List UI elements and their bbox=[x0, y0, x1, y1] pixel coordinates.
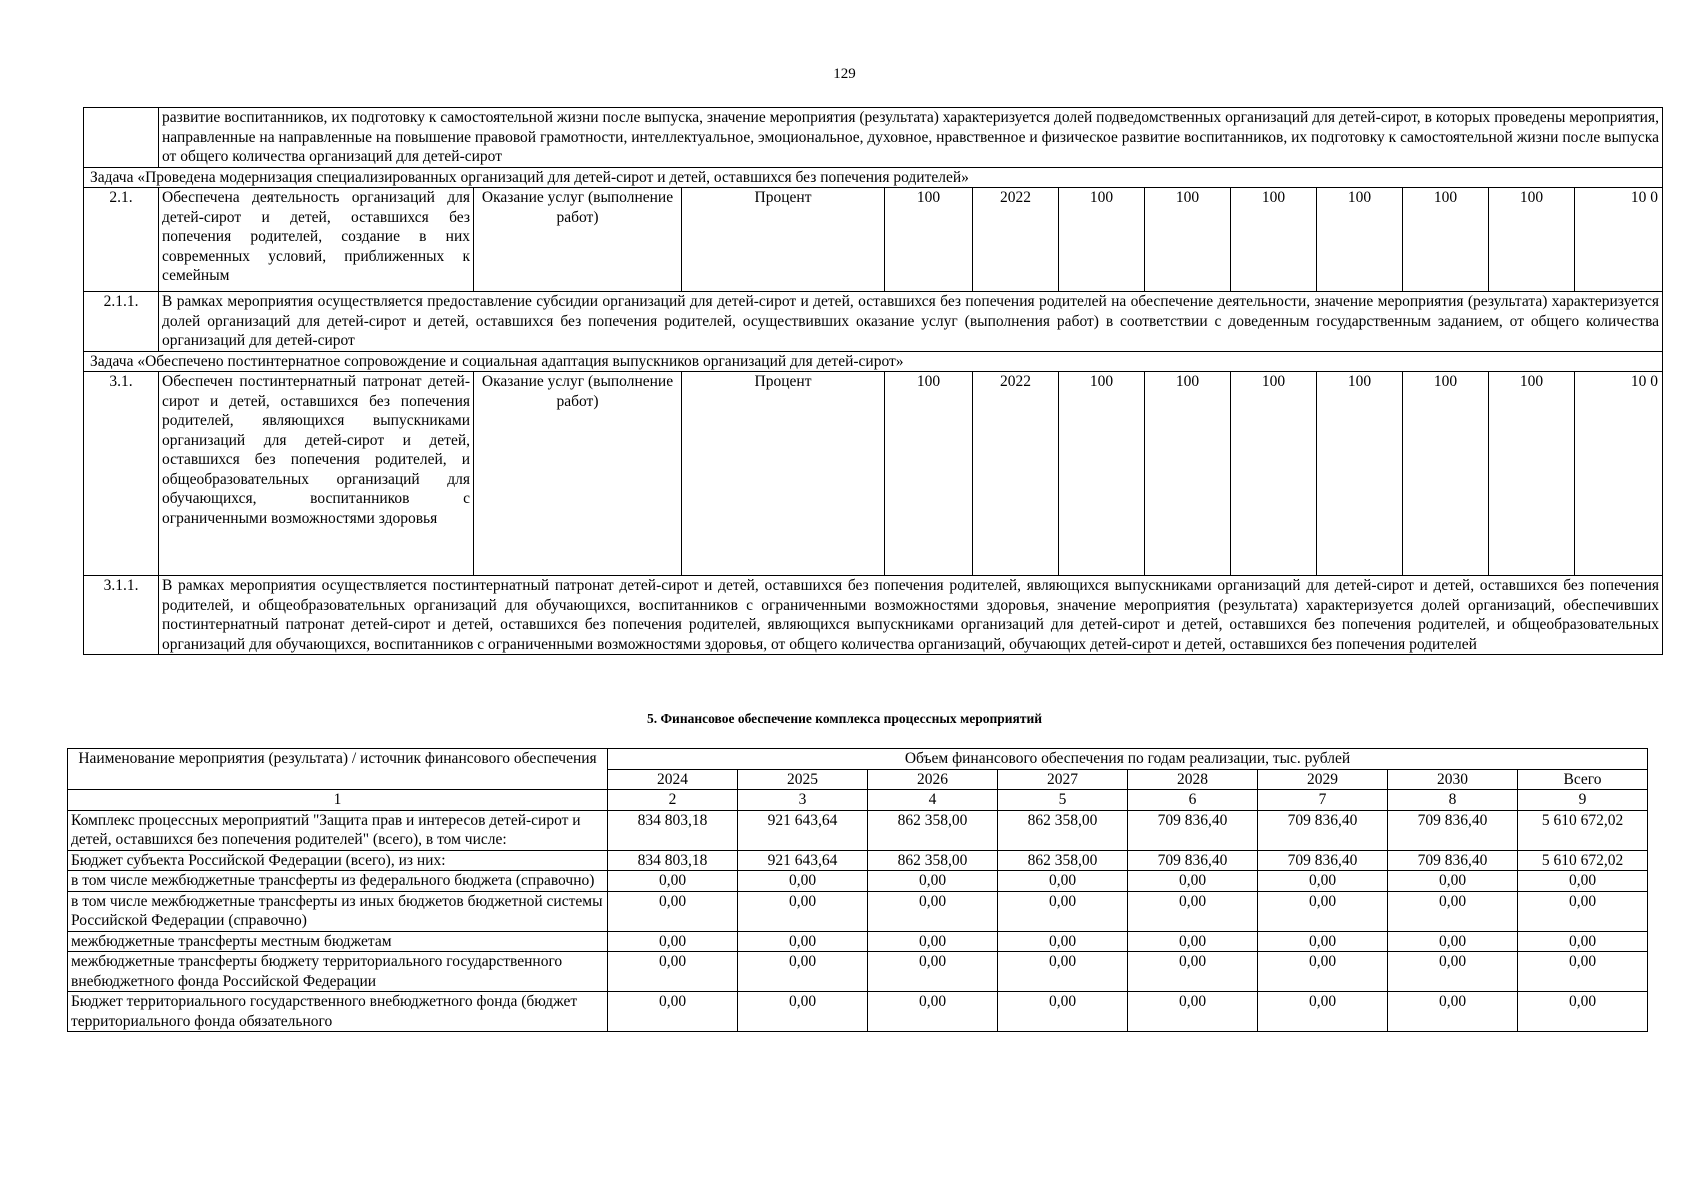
amount-value: 0,00 bbox=[1128, 992, 1258, 1032]
source-label: межбюджетные трансферты местным бюджетам bbox=[68, 931, 608, 952]
amount-value: 0,00 bbox=[868, 931, 998, 952]
task-heading: Задача «Обеспечено постинтернатное сопровождение и социальная адаптация выпускников организаций для детей-сирот» bbox=[84, 351, 1663, 372]
value-cell: 10 0 bbox=[1575, 372, 1663, 576]
task-row bbox=[84, 351, 1663, 372]
unit: Процент bbox=[682, 188, 885, 292]
amount-value: 834 803,18 bbox=[608, 810, 738, 850]
amount-value: 0,00 bbox=[1258, 931, 1388, 952]
amount-value: 862 358,00 bbox=[998, 810, 1128, 850]
amount-value: 0,00 bbox=[608, 952, 738, 992]
results-table bbox=[83, 107, 1663, 655]
table-row bbox=[84, 108, 1663, 168]
column-number: 7 bbox=[1258, 790, 1388, 811]
amount-value: 921 643,64 bbox=[738, 810, 868, 850]
amount-value: 0,00 bbox=[738, 931, 868, 952]
amount-value: 834 803,18 bbox=[608, 850, 738, 871]
table-row bbox=[68, 850, 1648, 871]
source-label: в том числе межбюджетные трансферты из иных бюджетов бюджетной системы Российской Федерации (справочно) bbox=[68, 891, 608, 931]
amount-value: 0,00 bbox=[1258, 952, 1388, 992]
table-row bbox=[68, 952, 1648, 992]
amount-value: 0,00 bbox=[1128, 931, 1258, 952]
amount-value: 709 836,40 bbox=[1128, 850, 1258, 871]
amount-value: 862 358,00 bbox=[998, 850, 1128, 871]
amount-value: 0,00 bbox=[998, 931, 1128, 952]
value-cell: 10 0 bbox=[1575, 188, 1663, 292]
value-cell: 100 bbox=[1145, 372, 1231, 576]
column-number: 4 bbox=[868, 790, 998, 811]
amount-value: 0,00 bbox=[998, 992, 1128, 1032]
header-name: Наименование мероприятия (результата) / источник финансового обеспечения bbox=[68, 749, 608, 790]
amount-value: 0,00 bbox=[868, 891, 998, 931]
source-label: Бюджет территориального государственного внебюджетного фонда (бюджет территориального фонда обязательного bbox=[68, 992, 608, 1032]
amount-value: 921 643,64 bbox=[738, 850, 868, 871]
total-value: 5 610 672,02 bbox=[1518, 850, 1648, 871]
financing-table bbox=[67, 748, 1648, 1032]
table-row bbox=[68, 992, 1648, 1032]
base-year: 2022 bbox=[973, 372, 1059, 576]
amount-value: 862 358,00 bbox=[868, 850, 998, 871]
amount-value: 0,00 bbox=[998, 952, 1128, 992]
year-header: 2028 bbox=[1128, 769, 1258, 790]
column-number: 9 bbox=[1518, 790, 1648, 811]
value-cell: 100 bbox=[1403, 188, 1489, 292]
base-value: 100 bbox=[885, 372, 973, 576]
value-cell: 100 bbox=[1059, 188, 1145, 292]
table-row bbox=[68, 810, 1648, 850]
amount-value: 709 836,40 bbox=[1388, 850, 1518, 871]
amount-value: 0,00 bbox=[868, 871, 998, 892]
year-header: 2027 bbox=[998, 769, 1128, 790]
table-row bbox=[68, 871, 1648, 892]
table-row bbox=[84, 188, 1663, 292]
base-value: 100 bbox=[885, 188, 973, 292]
total-value: 0,00 bbox=[1518, 931, 1648, 952]
table-row bbox=[84, 292, 1663, 352]
value-cell: 100 bbox=[1145, 188, 1231, 292]
task-heading: Задача «Проведена модернизация специализированных организаций для детей-сирот и детей, оставшихся без попечения родителей» bbox=[84, 167, 1663, 188]
unit: Процент bbox=[682, 372, 885, 576]
amount-value: 0,00 bbox=[868, 952, 998, 992]
amount-value: 862 358,00 bbox=[868, 810, 998, 850]
table-row bbox=[84, 372, 1663, 576]
amount-value: 0,00 bbox=[738, 891, 868, 931]
measure-type: Оказание услуг (выполнение работ) bbox=[474, 188, 682, 292]
amount-value: 0,00 bbox=[1388, 931, 1518, 952]
year-header: 2030 bbox=[1388, 769, 1518, 790]
amount-value: 0,00 bbox=[998, 891, 1128, 931]
amount-value: 709 836,40 bbox=[1258, 850, 1388, 871]
row-number: 3.1. bbox=[84, 372, 159, 576]
header-row bbox=[68, 749, 1648, 770]
measure-name: Обеспечена деятельность организаций для детей-сирот и детей, оставшихся без попечения родителей, создание в них современных условий, приближенных к семейным bbox=[159, 188, 474, 292]
year-header: 2029 bbox=[1258, 769, 1388, 790]
column-numbers-row bbox=[68, 790, 1648, 811]
amount-value: 709 836,40 bbox=[1258, 810, 1388, 850]
task-row bbox=[84, 167, 1663, 188]
total-value: 5 610 672,02 bbox=[1518, 810, 1648, 850]
amount-value: 0,00 bbox=[1128, 871, 1258, 892]
column-number: 6 bbox=[1128, 790, 1258, 811]
row-number: 2.1.1. bbox=[84, 292, 159, 352]
measure-type: Оказание услуг (выполнение работ) bbox=[474, 372, 682, 576]
amount-value: 0,00 bbox=[1388, 992, 1518, 1032]
year-header: 2025 bbox=[738, 769, 868, 790]
total-value: 0,00 bbox=[1518, 992, 1648, 1032]
source-label: межбюджетные трансферты бюджету территориального государственного внебюджетного фонда Российской Федерации bbox=[68, 952, 608, 992]
source-label: Бюджет субъекта Российской Федерации (всего), из них: bbox=[68, 850, 608, 871]
table-row bbox=[84, 576, 1663, 655]
value-cell: 100 bbox=[1231, 188, 1317, 292]
column-number: 8 bbox=[1388, 790, 1518, 811]
total-value: 0,00 bbox=[1518, 871, 1648, 892]
amount-value: 0,00 bbox=[738, 871, 868, 892]
value-cell: 100 bbox=[1403, 372, 1489, 576]
section-title: 5. Финансовое обеспечение комплекса процессных мероприятий bbox=[646, 711, 1043, 726]
total-value: 0,00 bbox=[1518, 891, 1648, 931]
amount-value: 0,00 bbox=[1258, 992, 1388, 1032]
year-header: 2024 bbox=[608, 769, 738, 790]
amount-value: 0,00 bbox=[608, 992, 738, 1032]
year-header: 2026 bbox=[868, 769, 998, 790]
row-number: 2.1. bbox=[84, 188, 159, 292]
table-row bbox=[68, 931, 1648, 952]
table-row bbox=[68, 891, 1648, 931]
value-cell: 100 bbox=[1489, 372, 1575, 576]
value-cell: 100 bbox=[1317, 188, 1403, 292]
header-volume: Объем финансового обеспечения по годам реализации, тыс. рублей bbox=[608, 749, 1648, 770]
column-number: 1 bbox=[68, 790, 608, 811]
amount-value: 0,00 bbox=[1128, 952, 1258, 992]
source-label: в том числе межбюджетные трансферты из федерального бюджета (справочно) bbox=[68, 871, 608, 892]
amount-value: 0,00 bbox=[1388, 891, 1518, 931]
description-cell: В рамках мероприятия осуществляется предоставление субсидии организаций для детей-сирот и детей, оставшихся без попечения родителей на обеспечение деятельности, значение мероприятия (результата) характеризуется долей организаций для детей-сирот и детей, оставшихся без попечения родителей, осуществивших оказание услуг (выполнения работ) в соответствии с доведенным государственным заданием, от общего количества организаций для детей-сирот bbox=[159, 292, 1663, 352]
amount-value: 0,00 bbox=[1128, 891, 1258, 931]
value-cell: 100 bbox=[1059, 372, 1145, 576]
amount-value: 0,00 bbox=[738, 952, 868, 992]
amount-value: 0,00 bbox=[1388, 952, 1518, 992]
measure-name: Обеспечен постинтернатный патронат детей-сирот и детей, оставшихся без попечения родителей, являющихся выпускниками организаций для детей-сирот и детей, оставшихся без попечения родителей, и общеобразовательных организаций для обучающихся, воспитанников с ограниченными возможностями здоровья bbox=[159, 372, 474, 576]
amount-value: 0,00 bbox=[608, 931, 738, 952]
amount-value: 0,00 bbox=[1388, 871, 1518, 892]
amount-value: 0,00 bbox=[608, 871, 738, 892]
amount-value: 0,00 bbox=[868, 992, 998, 1032]
page-number: 129 bbox=[833, 66, 856, 82]
base-year: 2022 bbox=[973, 188, 1059, 292]
source-label: Комплекс процессных мероприятий "Защита прав и интересов детей-сирот и детей, оставшихся без попечения родителей" (всего), в том числе: bbox=[68, 810, 608, 850]
amount-value: 0,00 bbox=[998, 871, 1128, 892]
amount-value: 0,00 bbox=[1258, 891, 1388, 931]
amount-value: 709 836,40 bbox=[1128, 810, 1258, 850]
value-cell: 100 bbox=[1489, 188, 1575, 292]
value-cell: 100 bbox=[1317, 372, 1403, 576]
total-header: Всего bbox=[1518, 769, 1648, 790]
description-cell: В рамках мероприятия осуществляется постинтернатный патронат детей-сирот и детей, оставшихся без попечения родителей, являющихся выпускниками организаций для детей-сирот и детей, оставшихся без попечения родителей, и общеобразовательных организаций для обучающихся, воспитанников с ограниченными возможностями здоровья, значение мероприятия (результата) характеризуется долей организаций, обеспечивших постинтернатный патронат детей-сирот и детей, оставшихся без попечения родителей, являющихся выпускниками организаций для детей-сирот и детей, оставшихся без попечения родителей, и общеобразовательных организаций для обучающихся, воспитанников с ограниченными возможностями здоровья, от общего количества организаций, обучающих детей-сирот и детей, оставшихся без попечения родителей bbox=[159, 576, 1663, 655]
amount-value: 0,00 bbox=[738, 992, 868, 1032]
amount-value: 0,00 bbox=[608, 891, 738, 931]
column-number: 3 bbox=[738, 790, 868, 811]
value-cell: 100 bbox=[1231, 372, 1317, 576]
amount-value: 0,00 bbox=[1258, 871, 1388, 892]
description-cell: развитие воспитанников, их подготовку к самостоятельной жизни после выпуска, значение мероприятия (результата) характеризуется долей подведомственных организаций для детей-сирот, в которых проведены мероприятия, направленные на направленные на повышение правовой грамотности, интеллектуальное, эмоциональное, духовное, нравственное и физическое развитие воспитанников, их подготовку к самостоятельной жизни после выпуска от общего количества организаций для детей-сирот bbox=[159, 108, 1663, 168]
column-number: 5 bbox=[998, 790, 1128, 811]
column-number: 2 bbox=[608, 790, 738, 811]
amount-value: 709 836,40 bbox=[1388, 810, 1518, 850]
total-value: 0,00 bbox=[1518, 952, 1648, 992]
row-number: 3.1.1. bbox=[84, 576, 159, 655]
